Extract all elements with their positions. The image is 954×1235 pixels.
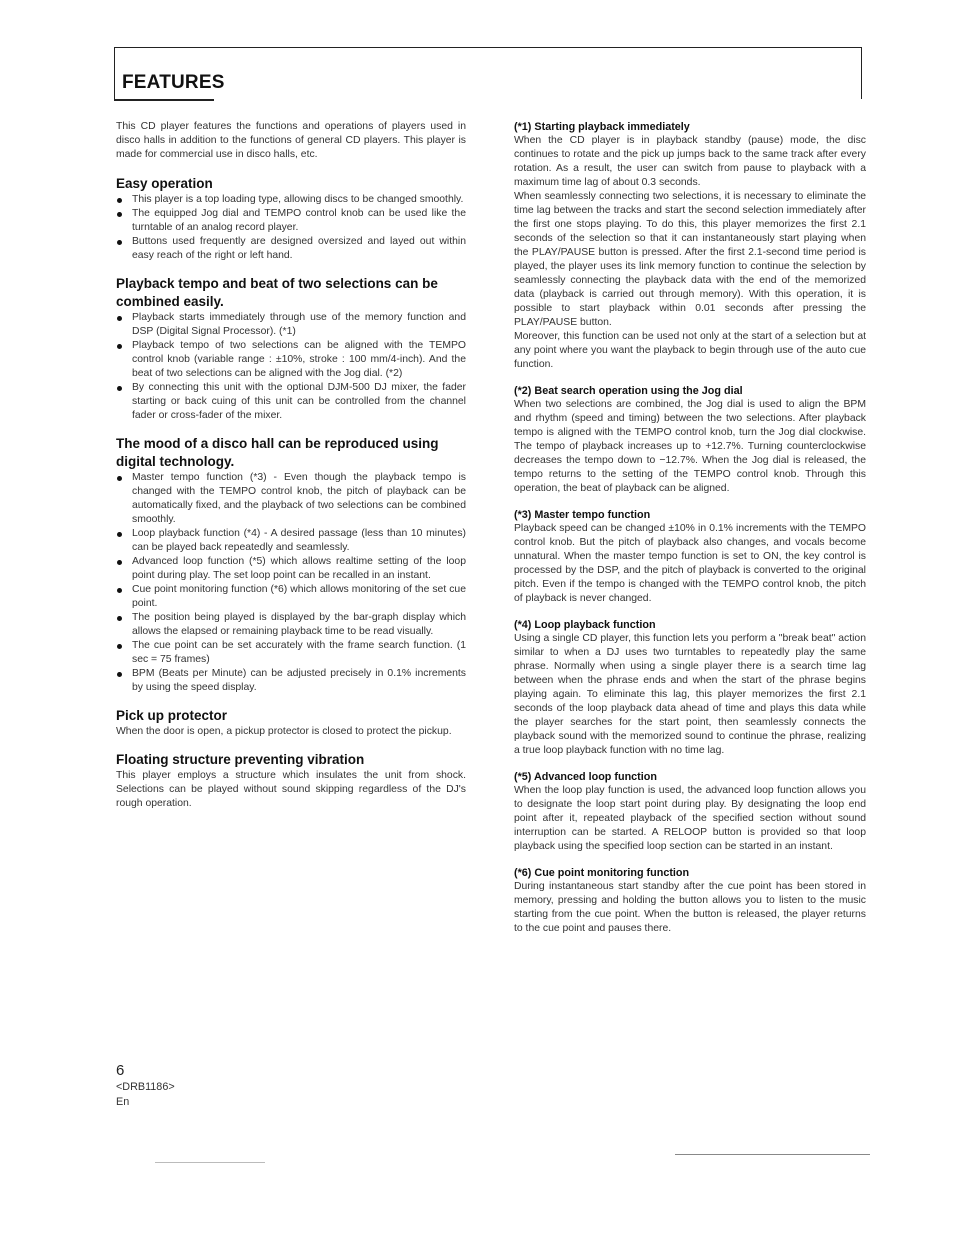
page-footer (116, 1062, 175, 1110)
section-floating-structure (116, 751, 466, 811)
section-text: When the door is open, a pickup protector is closed to protect the pickup. (116, 726, 452, 737)
list-item: This player is a top loading type, allowing discs to be changed smoothly. (116, 193, 466, 207)
section-pickup-protector (116, 707, 466, 739)
note-heading: (*5) Advanced loop function (514, 771, 657, 783)
list-item: Playback tempo of two selections can be aligned with the TEMPO control knob (variable range : ±10%, stroke : 100 mm/4-inch). And the beat of two selections can be aligned with the Jog dial. (*2) (116, 339, 466, 381)
bullet-icon (117, 560, 122, 565)
section-heading: The mood of a disco hall can be reproduced using digital technology. (116, 436, 439, 469)
list-item: Cue point monitoring function (*6) which allows monitoring of the set cue point. (116, 583, 466, 611)
section-playback-tempo (116, 275, 466, 423)
left-column (116, 120, 466, 811)
page-number: 6 (116, 1062, 125, 1079)
bullet-icon (117, 240, 122, 245)
note-3 (514, 508, 866, 606)
list-item: Advanced loop function (*5) which allows realtime setting of the loop point during play. The set loop point can be recalled in an instant. (116, 555, 466, 583)
note-paragraph: When seamlessly connecting two selections, it is necessary to eliminate the time lag between the tracks and start the second selection immediately after the first one stops playing. To do this, this player memorizes the first 2.1 seconds of the selection so that it can instantaneously start playing when the PLAY/PAUSE button is pressed. After the first 2.1-second time period is played, the player uses its link memory function to continue the selection by seamlessly connecting the playback data with the end of the memorized data (playback is carried out through memory). With this operation, it is possible to start playback within 0.01 seconds after pressing the PLAY/PAUSE button. (514, 191, 866, 328)
page-title: FEATURES (122, 72, 225, 93)
bullet-icon (117, 532, 122, 537)
note-heading: (*6) Cue point monitoring function (514, 867, 690, 879)
list-item: The position being played is displayed by the bar-graph display which allows the elapsed or remaining playback time to be read visually. (116, 611, 466, 639)
note-paragraph: Using a single CD player, this function lets you perform a "break beat" action similar to when a DJ uses two turntables to repeatedly play the same phrase. Normally when using a single player there is a search time lag between when the phrase ends and when the start of the phrase begins playing again. To eliminate this lag, this player memorizes the first 2.1 seconds of the loop playback data ahead of time and plays this data while the player searches for the start point, then seamlessly connects the playback sound with the memorized sound to continue the phrase, realizing a true loop playback function with no time lag. (514, 633, 866, 756)
note-heading: (*1) Starting playback immediately (514, 121, 690, 133)
bullet-icon (117, 672, 122, 677)
note-2 (514, 384, 866, 496)
scan-artifact-line (675, 1154, 870, 1155)
bullet-icon (117, 644, 122, 649)
section-disco-mood (116, 435, 466, 695)
section-text: This player employs a structure which insulates the unit from shock. Selections can be played without sound skipping regardless of the DJ's rough operation. (116, 770, 466, 809)
note-5 (514, 770, 866, 854)
list-item: BPM (Beats per Minute) can be adjusted precisely in 0.1% increments by using the speed display. (116, 667, 466, 695)
note-paragraph: Playback speed can be changed ±10% in 0.1% increments with the TEMPO control knob. But the pitch of playback also changes, and vocals become unnatural. When the master tempo function is set to ON, the key control is processed by the DSP, and the pitch of playback is converted to the original pitch. Even if the tempo is changed with the TEMPO control knob, the pitch of playback is never changed. (514, 523, 866, 604)
list-item: Loop playback function (*4) - A desired passage (less than 10 minutes) can be played back repeatedly and seamlessly. (116, 527, 466, 555)
list-item: Buttons used frequently are designed oversized and layed out within easy reach of the right or left hand. (116, 235, 466, 263)
bullet-icon (117, 588, 122, 593)
list-item: The equipped Jog dial and TEMPO control knob can be used like the turntable of an analog record player. (116, 207, 466, 235)
right-column (514, 120, 866, 936)
bullet-icon (117, 198, 122, 203)
note-paragraph: When the CD player is in playback standby (pause) mode, the disc continues to rotate and the pick up jumps back to the same track after every rotation. As a result, the user can switch from pause to playback with a maximum time lag of about 0.3 seconds. (514, 135, 866, 188)
header-frame (114, 47, 862, 99)
list-item: Playback starts immediately through use of the memory function and DSP (Digital Signal Processor). (*1) (116, 311, 466, 339)
section-easy-operation (116, 175, 466, 263)
bullet-list (116, 471, 466, 695)
section-heading: Pick up protector (116, 708, 228, 723)
bullet-icon (117, 212, 122, 217)
scan-artifact-line (155, 1162, 265, 1163)
bullet-icon (117, 316, 122, 321)
note-paragraph: Moreover, this function can be used not only at the start of a selection but at any point where you want the playback to begin through use of the auto cue function. (514, 331, 866, 370)
note-heading: (*2) Beat search operation using the Jog dial (514, 385, 743, 397)
note-heading: (*3) Master tempo function (514, 509, 651, 521)
bullet-list (116, 193, 466, 263)
intro-text: This CD player features the functions and operations of players used in disco halls in addition to the functions of general CD players. This player is made for commercial use in disco halls, etc. (116, 121, 466, 160)
section-heading: Playback tempo and beat of two selections can be combined easily. (116, 276, 438, 309)
list-item: The cue point can be set accurately with the frame search function. (1 sec = 75 frames) (116, 639, 466, 667)
note-paragraph: During instantaneous start standby after the cue point has been stored in memory, pressing and holding the button allows you to listen to the music starting from the cue point. When the button is released, the player returns to the cue point and pauses there. (514, 881, 866, 934)
bullet-icon (117, 344, 122, 349)
section-heading: Easy operation (116, 176, 213, 191)
list-item: By connecting this unit with the optional DJM-500 DJ mixer, the fader starting or back cuing of this unit can be controlled from the channel fader or cross-fader of the mixer. (116, 381, 466, 423)
header-underline (114, 99, 214, 101)
note-paragraph: When the loop play function is used, the advanced loop function allows you to designate the loop start point during play. By designating the loop end point after it, repeated playback of the specified section without sound interruption can be started. A RELOOP button is provided so that loop playback using the specified loop section can be started in an instant. (514, 785, 866, 852)
note-paragraph: When two selections are combined, the Jog dial is used to align the BPM and rhythm (speed and timing) between the two selections. After playback tempo is aligned with the TEMPO control knob, turn the Jog dial clockwise. The tempo of playback increases up to +12.7%. Turning counterclockwise decreases the tempo down to −12.7%. When the Jog dial is released, the tempo returns to the setting of the TEMPO control knob. Through this operation, the beat of playback can be aligned. (514, 399, 866, 494)
bullet-icon (117, 386, 122, 391)
bullet-list (116, 311, 466, 423)
language-code: En (116, 1096, 130, 1108)
note-1 (514, 120, 866, 372)
document-code: <DRB1186> (116, 1081, 175, 1093)
note-6 (514, 866, 866, 936)
note-4 (514, 618, 866, 758)
bullet-icon (117, 476, 122, 481)
list-item: Master tempo function (*3) - Even though the playback tempo is changed with the TEMPO control knob, the pitch of playback can be automatically fixed, and the playback of two selections can be combined smoothly. (116, 471, 466, 527)
note-heading: (*4) Loop playback function (514, 619, 656, 631)
bullet-icon (117, 616, 122, 621)
section-heading: Floating structure preventing vibration (116, 752, 365, 767)
